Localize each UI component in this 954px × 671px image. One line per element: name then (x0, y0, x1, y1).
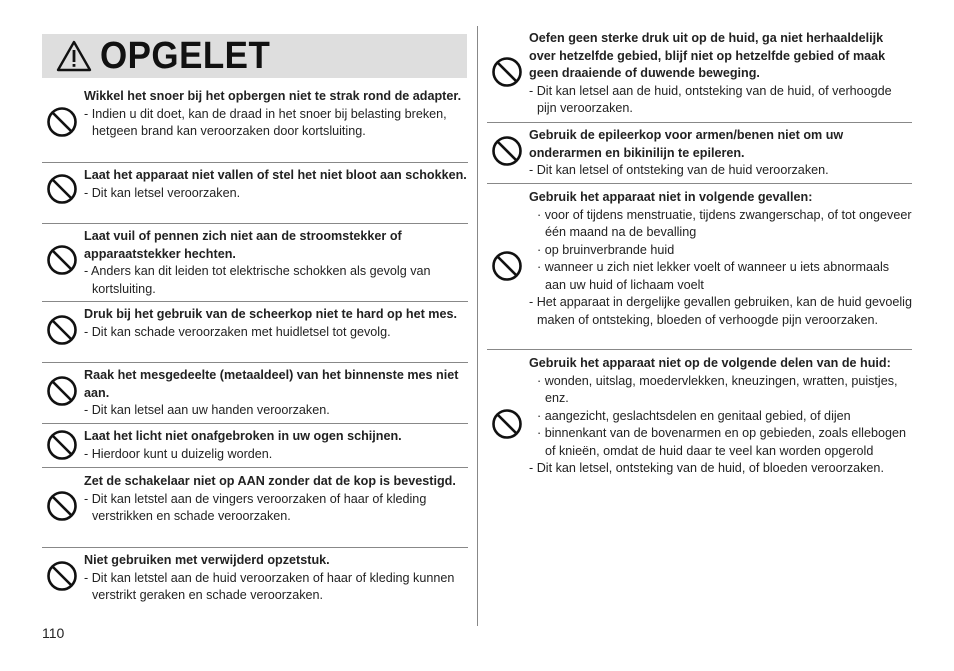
caution-bullet: · voor of tijdens menstruatie, tijdens zwangerschap, of tot ongeveer één maand na de bevalling (537, 207, 912, 239)
prohibition-icon (46, 314, 78, 346)
caution-heading: Laat het apparaat niet vallen of stel het niet bloot aan schokken. (84, 168, 467, 182)
caution-item (42, 162, 468, 224)
prohibition-icon (46, 560, 78, 592)
caution-bullet: · binnenkant van de bovenarmen en op gebieden, zoals ellebogen of knieën, omdat de huid daar te veel kan worden opgerold (537, 426, 906, 458)
prohibition-icon (491, 56, 523, 88)
caution-heading: Laat vuil of pennen zich niet aan de stroomstekker of apparaatstekker hechten. (84, 229, 402, 261)
caution-item (42, 467, 468, 548)
caution-item (42, 547, 468, 610)
prohibition-icon (46, 375, 78, 407)
page-title: OPGELET (100, 35, 271, 77)
caution-heading: Laat het licht niet onafgebroken in uw ogen schijnen. (84, 429, 402, 443)
caution-item (42, 423, 468, 468)
caution-item (42, 223, 468, 302)
caution-description: - Anders kan dit leiden tot elektrische schokken als gevolg van kortsluiting. (84, 264, 431, 296)
caution-description: - Hierdoor kunt u duizelig worden. (84, 446, 273, 461)
page-number: 110 (42, 625, 65, 641)
prohibition-icon (46, 490, 78, 522)
caution-item (487, 122, 912, 184)
caution-description: - Dit kan letsel veroorzaken. (84, 185, 241, 200)
caution-description: - Dit kan letsel aan de huid, ontsteking van de huid, of verhoogde pijn veroorzaken. (529, 83, 892, 115)
prohibition-icon (491, 408, 523, 440)
prohibition-icon (46, 173, 78, 205)
caution-heading: Raak het mesgedeelte (metaaldeel) van het binnenste mes niet aan. (84, 368, 459, 400)
caution-item (487, 349, 912, 500)
caution-item (487, 28, 912, 122)
prohibition-icon (46, 244, 78, 276)
prohibition-icon (46, 106, 78, 138)
caution-description: - Dit kan schade veroorzaken met huidletsel tot gevolg. (84, 324, 391, 339)
prohibition-icon (491, 135, 523, 167)
caution-description: - Het apparaat in dergelijke gevallen gebruiken, kan de huid gevoelig maken of ontsteking, bloeden of verhoogde pijn veroorzaken. (529, 295, 912, 327)
warning-triangle-icon (56, 40, 92, 72)
caution-item (487, 183, 912, 350)
caution-heading: Wikkel het snoer bij het opbergen niet te strak rond de adapter. (84, 89, 462, 103)
caution-description: - Dit kan letstel aan de vingers veroorzaken of haar of kleding verstrikken en schade veroorzaken. (84, 491, 427, 523)
caution-heading: Gebruik het apparaat niet op de volgende delen van de huid: (529, 356, 891, 370)
caution-description: - Dit kan letsel aan uw handen veroorzaken. (84, 403, 330, 417)
caution-heading: Gebruik de epileerkop voor armen/benen niet om uw onderarmen en bikinilijn te epileren. (529, 128, 844, 160)
caution-heading: Niet gebruiken met verwijderd opzetstuk. (84, 553, 330, 567)
caution-bullet: · op bruinverbrande huid (537, 242, 675, 257)
caution-heading: Gebruik het apparaat niet in volgende gevallen: (529, 190, 813, 204)
caution-banner (42, 34, 467, 78)
prohibition-icon (46, 429, 78, 461)
caution-heading: Druk bij het gebruik van de scheerkop niet te hard op het mes. (84, 307, 458, 321)
caution-description: - Dit kan letsel, ontsteking van de huid, of bloeden veroorzaken. (529, 461, 884, 475)
caution-bullet: · wonden, uitslag, moedervlekken, kneuzingen, wratten, puistjes, enz. (537, 373, 898, 405)
column-divider (477, 26, 478, 626)
caution-heading: Zet de schakelaar niet op AAN zonder dat de kop is bevestigd. (84, 474, 456, 488)
caution-description: - Dit kan letstel aan de huid veroorzaken of haar of kleding kunnen verstrikt geraken en schade veroorzaken. (84, 570, 455, 602)
caution-bullet: · wanneer u zich niet lekker voelt of wanneer u iets abnormaals aan uw huid of lichaam voelt (537, 260, 890, 292)
prohibition-icon (491, 250, 523, 282)
caution-description: - Dit kan letsel of ontsteking van de huid veroorzaken. (529, 163, 829, 177)
caution-description: - Indien u dit doet, kan de draad in het snoer bij belasting breken, hetgeen brand kan veroorzaken door kortsluiting. (84, 106, 447, 138)
caution-bullet: · aangezicht, geslachtsdelen en genitaal gebied, of dijen (537, 408, 851, 423)
caution-item (42, 86, 468, 162)
caution-item (42, 362, 468, 424)
caution-heading: Oefen geen sterke druk uit op de huid, ga niet herhaaldelijk over hetzelfde gebied, blijf niet op hetzelfde gebied of maak geen draaiende of duwende beweging. (529, 31, 886, 80)
caution-item (42, 301, 468, 363)
